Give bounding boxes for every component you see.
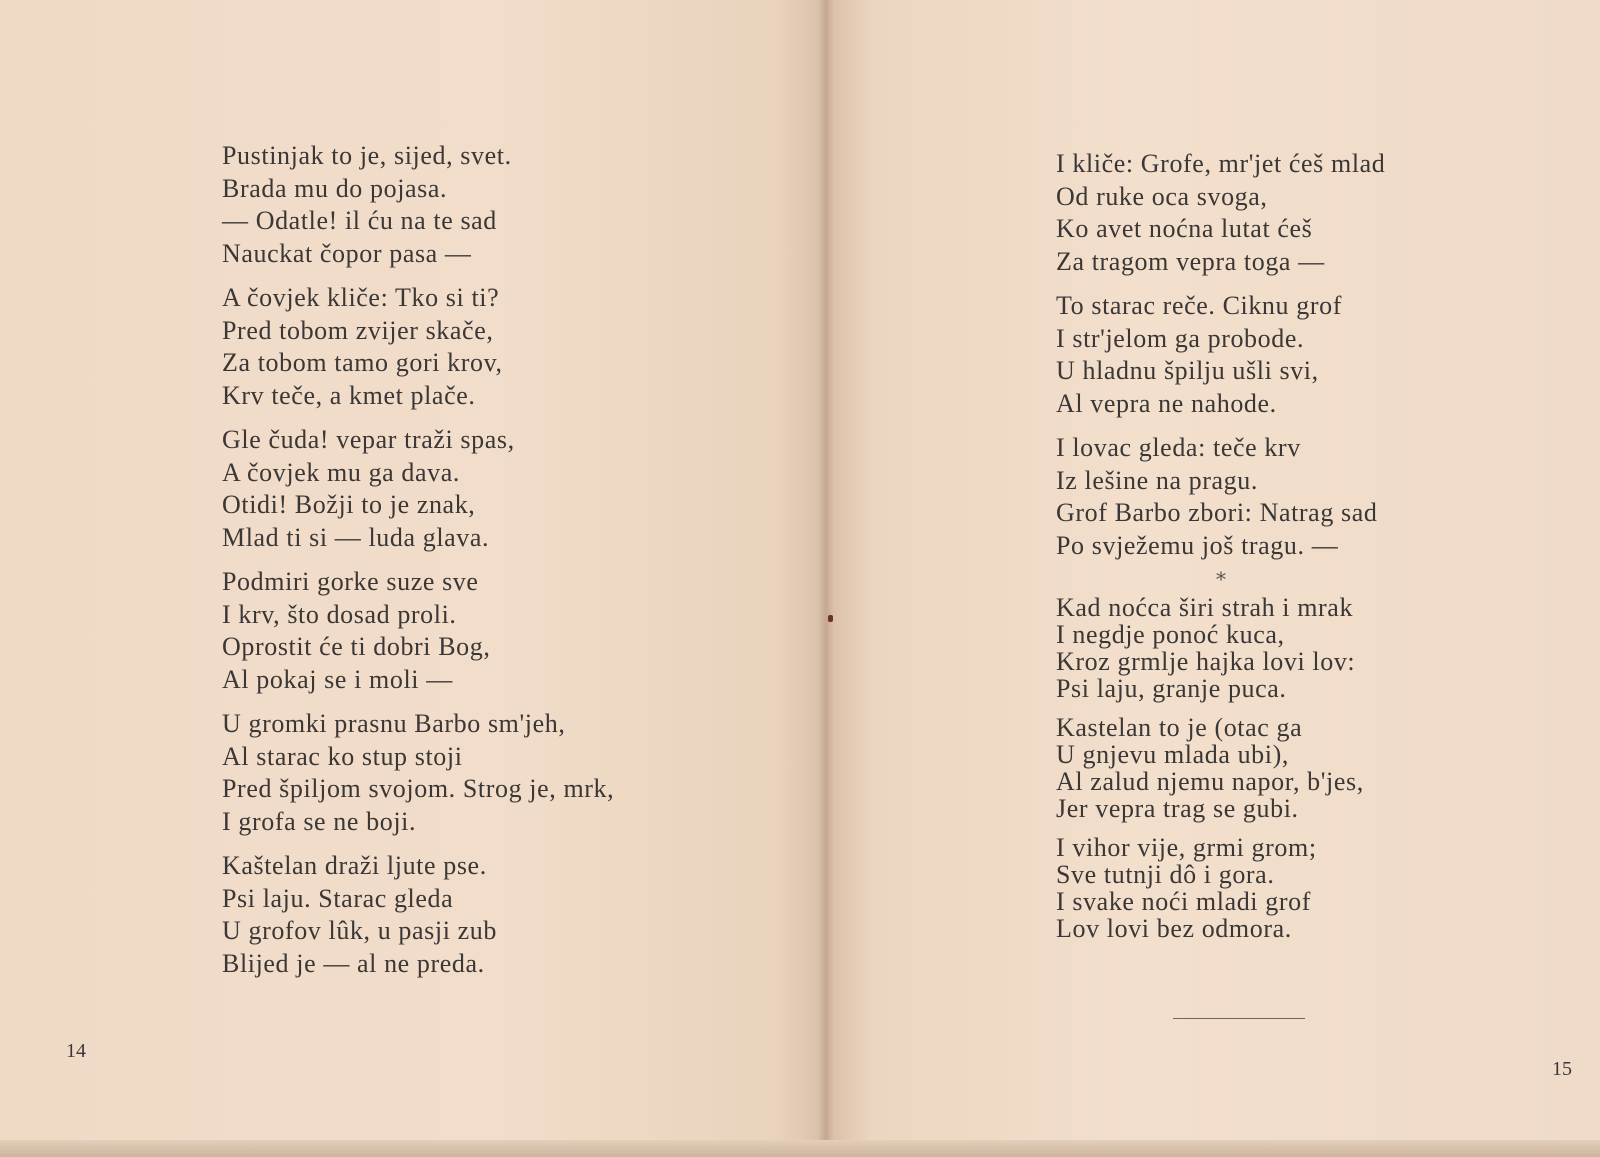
left-poem-column [222, 140, 652, 980]
verse-line: Kad noćca širi strah i mrak [1056, 593, 1354, 622]
verse-line: Za tobom tamo gori krov, [222, 348, 503, 377]
verse-line: I lovac gleda: teče krv [1056, 433, 1301, 462]
right-page [826, 0, 1600, 1150]
verse-line: Podmiri gorke suze sve [222, 567, 479, 596]
verse-line: Otidi! Božji to je znak, [222, 490, 476, 519]
verse-line: I krv, što dosad proli. [222, 599, 457, 629]
stanza [222, 424, 652, 554]
verse-line: Psi laju. Starac gleda [222, 883, 454, 913]
verse-line: Psi laju, granje puca. [1056, 674, 1287, 703]
right-poem-column [1056, 148, 1476, 942]
ink-speck [828, 615, 833, 622]
verse-line: Grof Barbo zbori: Natrag sad [1056, 498, 1378, 527]
verse-line: — Odatle! il ću na te sad [222, 206, 497, 235]
verse-line: I kliče: Grofe, mr'jet ćeš mlad [1056, 149, 1386, 178]
section-divider-asterisk: * [1216, 567, 1226, 591]
verse-line: I grofa se ne boji. [222, 806, 417, 836]
stanza [222, 140, 652, 270]
verse-line: Iz lešine na pragu. [1056, 465, 1258, 495]
verse-line: U hladnu špilju ušli svi, [1056, 356, 1319, 385]
verse-line: Sve tutnji dô i gora. [1056, 860, 1275, 889]
verse-line: Brada mu do pojasa. [222, 173, 448, 203]
verse-line: Kastelan to je (otac ga [1056, 713, 1303, 742]
stanza [222, 282, 652, 412]
verse-line: I str'jelom ga probode. [1056, 323, 1305, 353]
verse-line: Pred tobom zvijer skače, [222, 315, 494, 345]
verse-line: Al vepra ne nahode. [1056, 388, 1277, 418]
stanza [222, 850, 652, 980]
verse-line: To starac reče. Ciknu grof [1056, 291, 1342, 320]
verse-line: Po svježemu još tragu. — [1056, 530, 1339, 560]
verse-line: Gle čuda! vepar traži spas, [222, 425, 515, 454]
stanza [1056, 148, 1476, 278]
stanza [1056, 432, 1476, 562]
verse-line: Blijed je — al ne preda. [222, 948, 485, 978]
verse-line: Pustinjak to je, sijed, svet. [222, 141, 512, 170]
stanza [222, 566, 652, 696]
verse-line: Al starac ko stup stoji [222, 741, 463, 771]
verse-line: Jer vepra trag se gubi. [1056, 794, 1299, 823]
verse-line: Nauckat čopor pasa — [222, 238, 472, 268]
verse-line: Al zalud njemu napor, b'jes, [1056, 767, 1364, 796]
verse-line: A čovjek kliče: Tko si ti? [222, 283, 500, 312]
verse-line: Lov lovi bez odmora. [1056, 914, 1292, 943]
verse-line: Kroz grmlje hajka lovi lov: [1056, 647, 1356, 676]
verse-line: U gnjevu mlada ubi), [1056, 740, 1289, 769]
verse-line: Ko avet noćna lutat ćeš [1056, 214, 1313, 243]
verse-line: Za tragom vepra toga — [1056, 246, 1325, 276]
stanza [1056, 714, 1476, 822]
page-number: 15 [1552, 1058, 1572, 1080]
verse-line: Al pokaj se i moli — [222, 664, 453, 694]
verse-line: Mlad ti si — luda glava. [222, 522, 490, 552]
verse-line: I vihor vije, grmi grom; [1056, 833, 1317, 862]
verse-line: I negdje ponoć kuca, [1056, 620, 1285, 649]
stanza [1056, 290, 1476, 420]
verse-line: Oprostit će ti dobri Bog, [222, 632, 491, 661]
stanza [1056, 834, 1476, 942]
verse-line: Pred špiljom svojom. Strog je, mrk, [222, 774, 615, 803]
page-bottom-edge [0, 1140, 1600, 1157]
end-rule [1173, 1018, 1305, 1019]
stanza [1056, 594, 1476, 702]
verse-line: Kaštelan draži ljute pse. [222, 851, 487, 880]
verse-line: Od ruke oca svoga, [1056, 181, 1268, 211]
book-gutter [818, 0, 834, 1150]
verse-line: Krv teče, a kmet plače. [222, 380, 476, 410]
stanza [222, 708, 652, 838]
verse-line: A čovjek mu ga dava. [222, 457, 460, 487]
page-number: 14 [66, 1040, 86, 1062]
verse-line: U gromki prasnu Barbo sm'jeh, [222, 709, 566, 738]
verse-line: U grofov lûk, u pasji zub [222, 916, 497, 945]
verse-line: I svake noći mladi grof [1056, 887, 1311, 916]
